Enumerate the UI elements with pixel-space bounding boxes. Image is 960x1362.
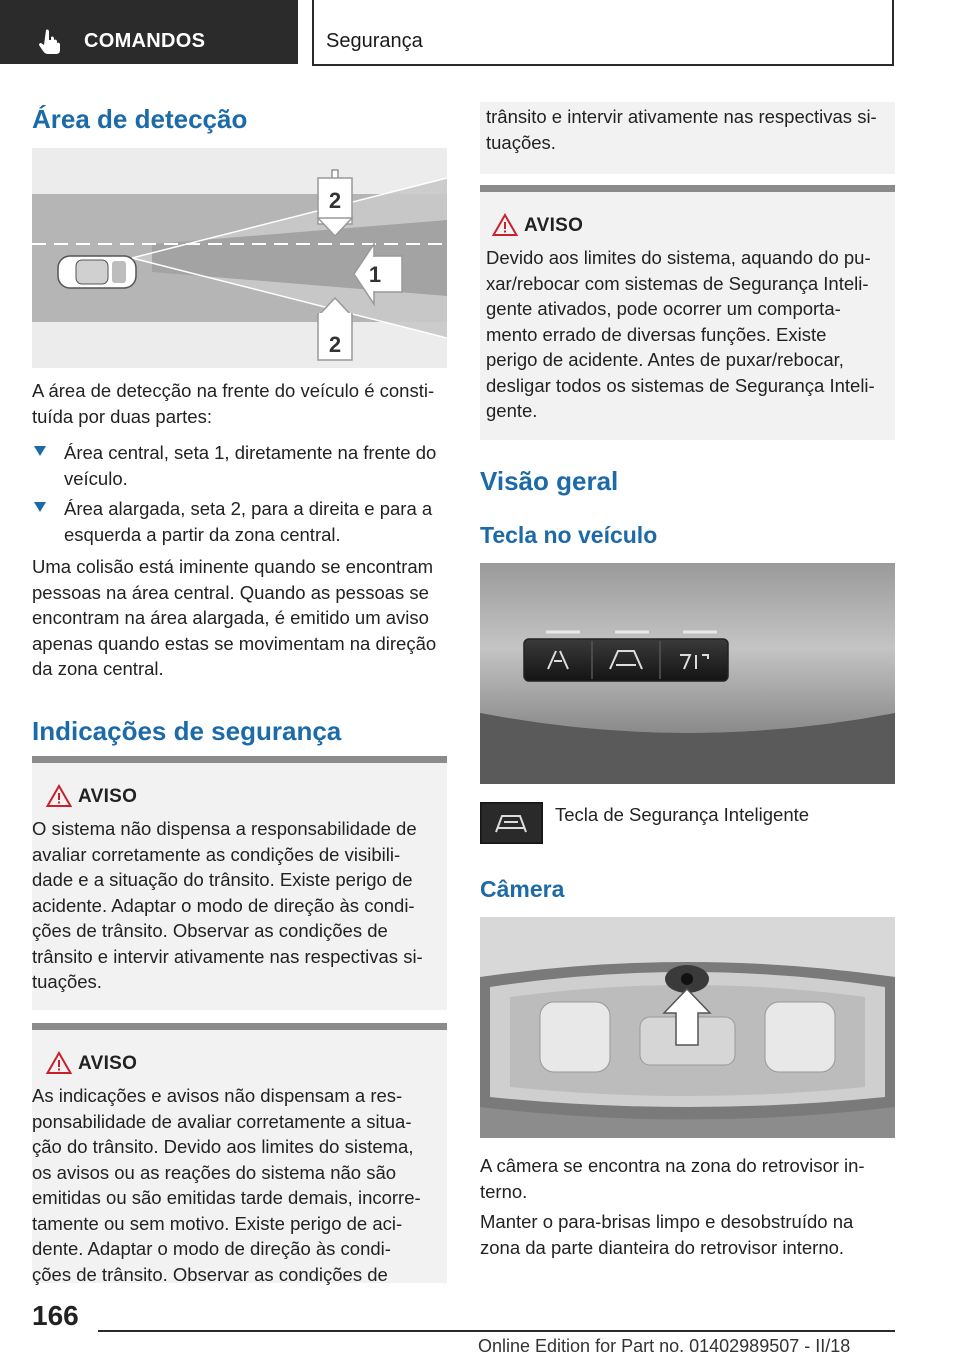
text-line: As indicações e avisos não dispensam a res- (32, 1085, 403, 1106)
svg-text:2: 2 (328, 332, 342, 357)
safety-button-icon (480, 802, 543, 844)
text-line: trânsito e intervir ativamente nas respectivas si- (486, 106, 877, 127)
text-line: desligar todos os sistemas de Segurança Inteli- (486, 374, 875, 396)
chapter-label: COMANDOS (84, 30, 206, 52)
button-panel-photo (480, 563, 895, 784)
header-divider (312, 0, 314, 66)
hand-pointer-icon (38, 28, 64, 54)
text-line: tamente ou sem motivo. Existe perigo de aci- (32, 1212, 403, 1234)
text-line: Área alargada, seta 2, para a direita e para a (64, 498, 433, 519)
text-line: Manter o para-brisas limpo e desobstruído na (480, 1211, 854, 1232)
text-line: dente. Adaptar o modo de direção às condi- (32, 1238, 391, 1259)
heading-safety: Indicações de segurança (32, 716, 342, 746)
text-line: da zona central. (32, 658, 164, 679)
text-line: Área central, seta 1, diretamente na frente do (64, 442, 437, 463)
text-line: tuações. (32, 971, 102, 992)
text-line: apenas quando estas se movimentam na direção (32, 632, 437, 654)
warning-triangle-icon (492, 213, 518, 237)
intro-paragraph (32, 378, 434, 429)
text-line: terno. (480, 1180, 528, 1202)
text-line: zona da parte dianteira do retrovisor interno. (480, 1236, 845, 1258)
heading-detection-area: Área de detecção (32, 104, 248, 134)
text-line: perigo de acidente. Antes de puxar/rebocar, (486, 349, 844, 370)
text-line: avaliar corretamente as condições de visibili- (32, 843, 401, 865)
text-line: ções de trânsito. Observar as condições de (32, 1263, 388, 1285)
warning-title: AVISO (78, 786, 138, 807)
header-chapter-tab (0, 0, 298, 64)
warning-triangle-icon (46, 1051, 72, 1075)
header-divider (892, 0, 894, 66)
list-item (34, 440, 449, 492)
text-line: gente ativados, pode ocorrer um comporta- (486, 298, 841, 319)
list-item (34, 496, 449, 548)
warning-bar (32, 1023, 447, 1030)
warning-title: AVISO (78, 1053, 138, 1074)
warning-text (32, 816, 423, 995)
text-line: tuações. (486, 131, 556, 153)
camera-photo (480, 917, 895, 1138)
page-number: 166 (32, 1300, 79, 1331)
warning-box-continued (480, 102, 895, 174)
footer-rule (98, 1330, 895, 1332)
text-line: os avisos ou as reações do sistema não são (32, 1161, 397, 1183)
warning-bar (32, 756, 447, 763)
text-line: emitidas ou são emitidas tarde demais, incorre- (32, 1187, 421, 1208)
warning-bar (480, 185, 895, 192)
text-line: dade e a situação do trânsito. Existe perigo de (32, 869, 413, 890)
bullet-triangle-icon (34, 446, 46, 456)
text-line: esquerda a partir da zona central. (64, 523, 341, 545)
warning-text (32, 1083, 421, 1287)
text-line: trânsito e intervir ativamente nas respectivas si- (32, 945, 423, 967)
text-line: xar/rebocar com sistemas de Segurança Inteli- (486, 272, 869, 294)
warning-text (486, 104, 877, 155)
text-line: gente. (486, 400, 538, 421)
collision-paragraph (32, 554, 436, 682)
section-title: Segurança (326, 30, 423, 52)
warning-text (486, 245, 875, 424)
text-line: mento errado de diversas funções. Existe (486, 323, 827, 345)
warning-box (480, 185, 895, 440)
warning-triangle-icon (46, 784, 72, 808)
text-line: A área de detecção na frente do veículo é consti- (32, 380, 435, 401)
text-line: O sistema não dispensa a responsabilidade de (32, 818, 417, 839)
text-line: Uma colisão está iminente quando se encontram (32, 556, 434, 577)
text-line: veículo. (64, 467, 128, 489)
svg-text:1: 1 (368, 262, 382, 287)
text-line: ção do trânsito. Devido aos limites do sistema, (32, 1136, 414, 1157)
svg-text:2: 2 (328, 188, 342, 213)
heading-button: Tecla no veículo (480, 522, 658, 548)
detection-area-figure (32, 148, 447, 368)
text-line: ções de trânsito. Observar as condições de (32, 920, 388, 941)
text-line: A câmera se encontra na zona do retrovisor in- (480, 1155, 865, 1176)
header-underline (312, 64, 894, 66)
text-line: pessoas na área central. Quando as pessoas se (32, 581, 429, 603)
camera-paragraph-1 (480, 1153, 865, 1204)
edition-note: Online Edition for Part no. 01402989507 - II/18 (478, 1336, 851, 1356)
text-line: encontram na área alargada, é emitido um aviso (32, 607, 429, 628)
text-line: acidente. Adaptar o modo de direção às condi- (32, 894, 415, 916)
button-caption: Tecla de Segurança Inteligente (555, 804, 810, 825)
warning-box (32, 1023, 447, 1283)
text-line: ponsabilidade de avaliar corretamente a situa- (32, 1110, 412, 1132)
warning-box (32, 756, 447, 1010)
text-line: tuída por duas partes: (32, 405, 212, 427)
warning-title: AVISO (524, 215, 584, 236)
text-line: Devido aos limites do sistema, aquando do pu- (486, 247, 871, 268)
heading-camera: Câmera (480, 876, 565, 902)
camera-paragraph-2 (480, 1209, 853, 1260)
heading-overview: Visão geral (480, 466, 619, 496)
bullet-triangle-icon (34, 502, 46, 512)
